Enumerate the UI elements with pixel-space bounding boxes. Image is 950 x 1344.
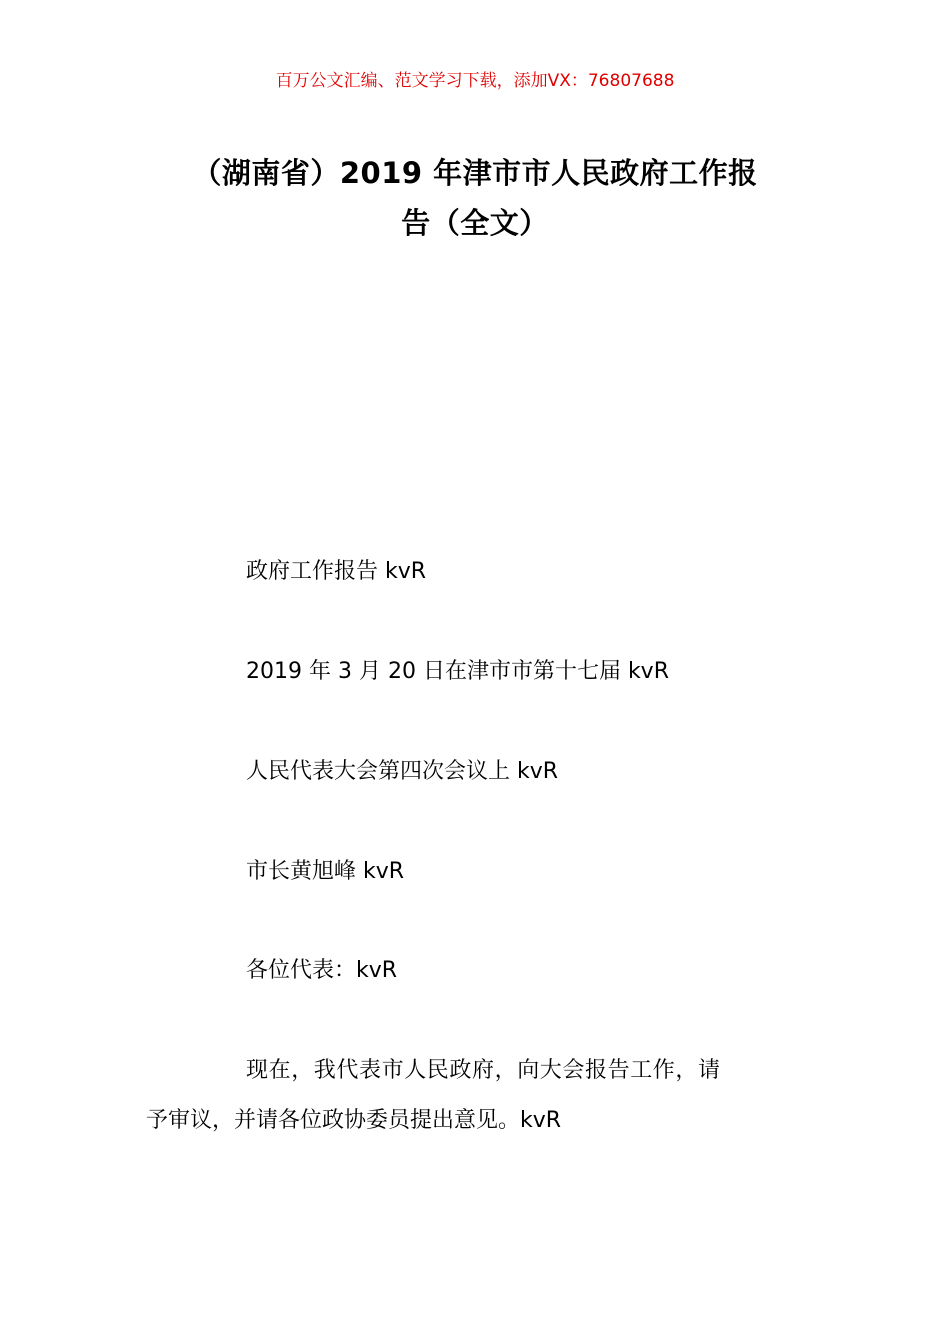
document-title [140,148,810,248]
paragraph-date: 2019 年 3 月 20 日在津市市第十七届 kvR [246,659,669,684]
title-line-1: （湖南省）2019 年津市市人民政府工作报 [192,156,758,190]
body-paragraph [146,1046,812,1146]
paragraph-mayor: 市长黄旭峰 kvR [246,859,405,884]
body-line-2: 予审议，并请各位政协委员提出意见。kvR [146,1108,562,1133]
paragraph-meeting: 人民代表大会第四次会议上 kvR [246,759,559,784]
header-note: 百万公文汇编、范文学习下载，添加VX：76807688 [275,71,675,91]
paragraph-salutation: 各位代表：kvR [246,958,398,983]
paragraph-report-name: 政府工作报告 kvR [246,559,427,584]
body-line-1: 现在，我代表市人民政府，向大会报告工作，请 [246,1058,721,1083]
title-line-2: 告（全文） [401,206,549,240]
